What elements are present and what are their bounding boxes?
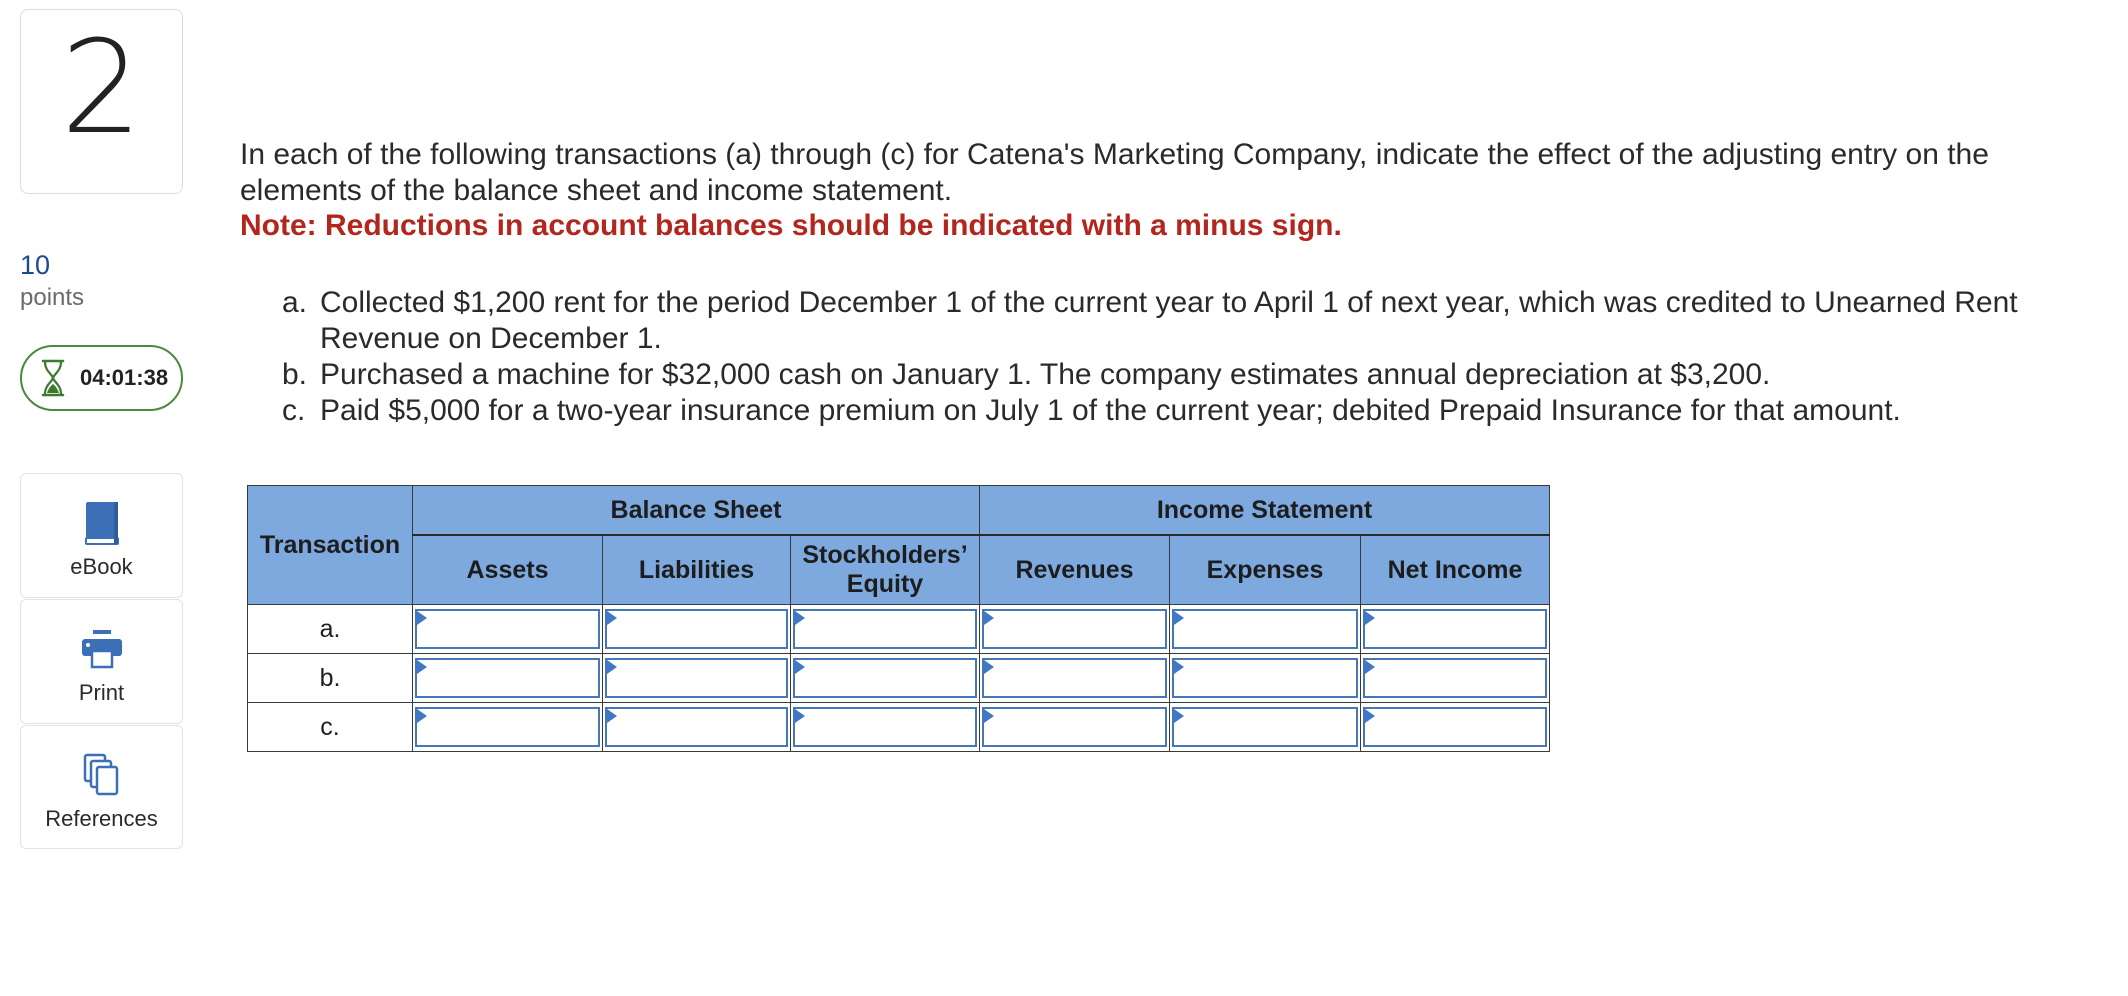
column-header-assets: Assets xyxy=(413,535,603,605)
points-value: 10 xyxy=(20,250,51,280)
ebook-button[interactable] xyxy=(20,473,183,598)
input-c-revenues[interactable] xyxy=(982,707,1167,747)
item-letter: c. xyxy=(282,394,306,427)
documents-icon xyxy=(82,753,122,797)
points-label: points xyxy=(20,284,85,311)
input-c-net-income[interactable] xyxy=(1363,707,1547,747)
input-b-assets[interactable] xyxy=(415,658,600,698)
question-note: Note: Reductions in account balances should be indicated with a minus sign. xyxy=(240,209,1342,242)
input-c-stockholders-equity[interactable] xyxy=(793,707,977,747)
item-text: Purchased a machine for $32,000 cash on January 1. The company estimates annual depreciation at $3,200. xyxy=(320,358,1771,391)
input-c-assets[interactable] xyxy=(415,707,600,747)
print-label: Print xyxy=(78,680,125,705)
table-row xyxy=(248,605,1550,654)
column-header-revenues: Revenues xyxy=(980,535,1170,605)
input-b-expenses[interactable] xyxy=(1172,658,1358,698)
list-item xyxy=(282,285,2112,357)
column-header-liabilities: Liabilities xyxy=(603,535,791,605)
input-c-liabilities[interactable] xyxy=(605,707,788,747)
hourglass-icon xyxy=(40,359,66,397)
question-prompt: In each of the following transactions (a) through (c) for Catena's Marketing Company, indicate the effect of the adjusting entry on the elements of the balance sheet and income statement. xyxy=(240,138,1989,207)
ebook-label: eBook xyxy=(70,554,133,579)
answer-table xyxy=(247,485,1550,752)
book-icon xyxy=(83,501,121,545)
row-label: a. xyxy=(248,605,413,654)
input-a-stockholders-equity[interactable] xyxy=(793,609,977,649)
row-label: b. xyxy=(248,654,413,703)
list-item xyxy=(282,357,2112,393)
list-item xyxy=(282,393,2112,429)
timer-value: 04:01:38 xyxy=(80,365,169,390)
question-number: 2 xyxy=(60,13,143,163)
item-letter: b. xyxy=(282,358,308,391)
references-button[interactable] xyxy=(20,725,183,849)
balance-sheet-header: Balance Sheet xyxy=(413,486,980,536)
table-row xyxy=(248,654,1550,703)
income-statement-header: Income Statement xyxy=(980,486,1550,536)
input-a-assets[interactable] xyxy=(415,609,600,649)
input-b-net-income[interactable] xyxy=(1363,658,1547,698)
input-a-expenses[interactable] xyxy=(1172,609,1358,649)
input-a-revenues[interactable] xyxy=(982,609,1167,649)
input-a-liabilities[interactable] xyxy=(605,609,788,649)
input-a-net-income[interactable] xyxy=(1363,609,1547,649)
transaction-header: Transaction xyxy=(248,486,413,605)
item-letter: a. xyxy=(282,286,308,319)
column-header-net-income: Net Income xyxy=(1361,535,1550,605)
printer-icon xyxy=(80,629,124,669)
question-number-card xyxy=(20,9,183,194)
print-button[interactable] xyxy=(20,599,183,724)
input-b-stockholders-equity[interactable] xyxy=(793,658,977,698)
input-b-liabilities[interactable] xyxy=(605,658,788,698)
column-header-expenses: Expenses xyxy=(1170,535,1361,605)
references-label: References xyxy=(45,806,158,831)
input-c-expenses[interactable] xyxy=(1172,707,1358,747)
transaction-list xyxy=(282,285,2112,429)
item-text: Paid $5,000 for a two-year insurance premium on July 1 of the current year; debited Prepaid Insurance for that amount. xyxy=(320,394,1901,427)
table-row xyxy=(248,703,1550,752)
input-b-revenues[interactable] xyxy=(982,658,1167,698)
row-label: c. xyxy=(248,703,413,752)
timer xyxy=(20,345,183,411)
column-header-stockholders-equity: Stockholders’ Equity xyxy=(791,535,980,605)
item-text: Collected $1,200 rent for the period December 1 of the current year to April 1 of next year, which was credited to Unearned Rent Revenue on December 1. xyxy=(320,286,2018,355)
